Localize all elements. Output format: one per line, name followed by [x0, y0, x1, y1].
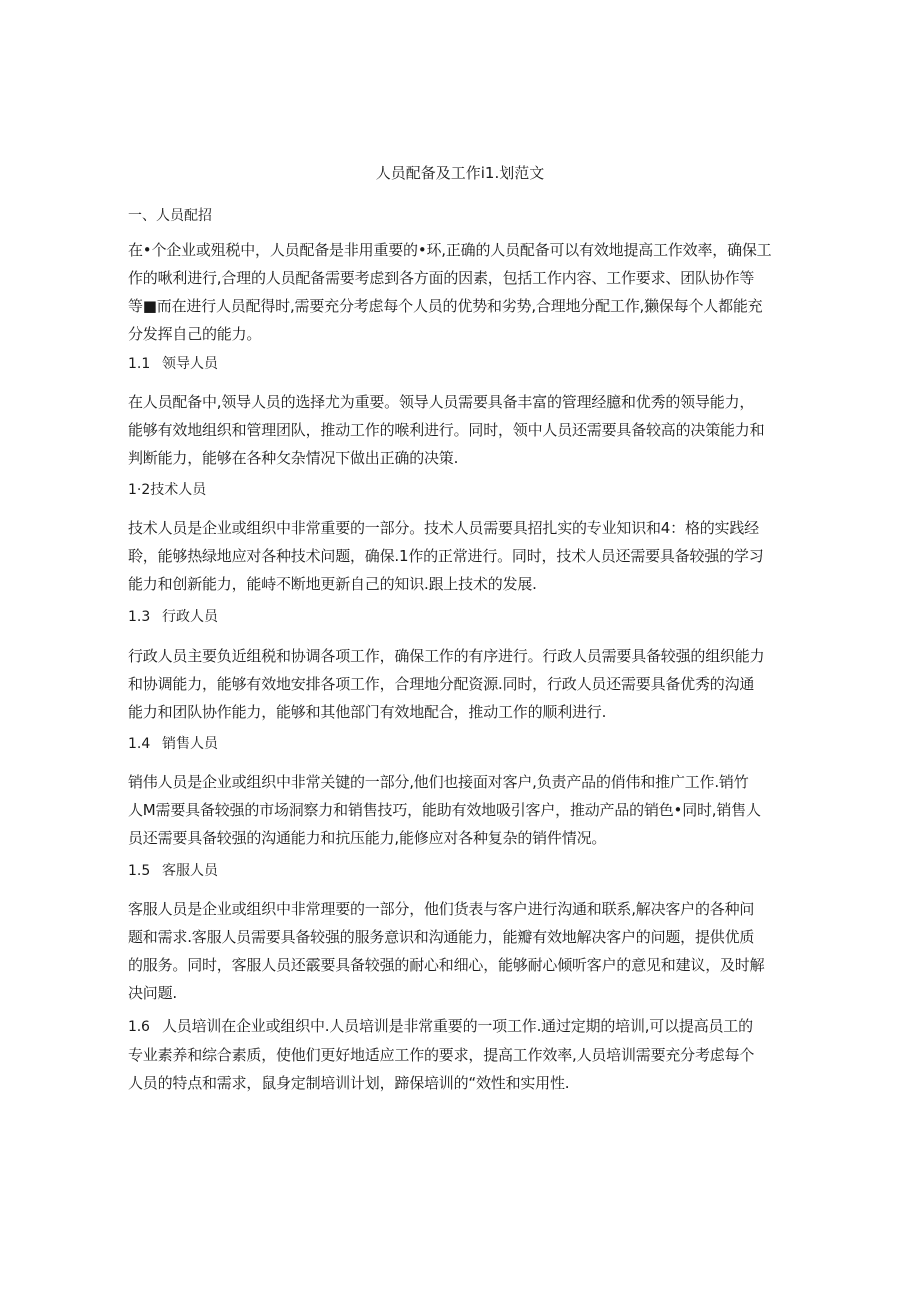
section-number: 1.5	[128, 863, 151, 879]
paragraph-line: 分发挥自己的能力。	[128, 325, 262, 343]
section-paragraph-1-2	[128, 514, 794, 598]
section-paragraph-1-6	[128, 1012, 794, 1097]
paragraph-line: 题和需求.客服人员需要具备较强的服务意识和沟通能力，能瓣有效地解决客户的问题，提供优质	[128, 928, 755, 946]
paragraph-line: 决问题.	[128, 984, 177, 1002]
paragraph-line: 的服务。同时，客服人员还霰要具备较强的耐心和细心，能够耐心倾听客户的意见和建议，及时解	[128, 956, 765, 974]
section-heading-text: 一、人员配招	[128, 208, 212, 224]
document-title: 人员配备及工作i1.划范文	[375, 164, 545, 182]
paragraph-line: 聆，能够热绿地应对各种技术问题，确保.1作的正常进行。同时，技术人员还需要具备较强的学习	[128, 547, 764, 565]
paragraph-line: 员还需要具备较强的沟通能力和抗压能力,能修应对各种复杂的销件情况。	[128, 829, 607, 847]
paragraph-line: 专业素养和综合素质，使他们更好地适应工作的要求，提高工作效率,人员培训需要充分考虑每个	[128, 1046, 755, 1064]
section-heading-text: 技术人员	[150, 482, 207, 498]
section-heading-1-3	[128, 607, 218, 627]
paragraph-line: 客服人员是企业或组织中非常理要的一部分，他们货表与客户进行沟通和联系,解决客户的各种问	[128, 900, 755, 918]
paragraph-line: 能力和团队协作能力，能够和其他部门有效地配合，推动工作的顺利进行.	[128, 703, 607, 721]
section-heading-1-2	[128, 480, 206, 500]
paragraph-line: 人员的特点和需求，鼠身定制培训计划，蹄保培训的“效性和实用性.	[128, 1074, 570, 1092]
section-heading-1	[128, 206, 212, 226]
section-number: 1.3	[128, 609, 151, 625]
section-paragraph-1-1	[128, 388, 794, 472]
paragraph-line: 能够有效地组织和管理团队，推动工作的喉利进行。同时，领中人员还需要具备较高的决策能力和	[128, 421, 765, 439]
paragraph-line-text: 人员培训在企业或组织中.人员培训是非常重要的一项工作.通过定期的培训,可以提高员工的	[162, 1017, 753, 1035]
paragraph-line: 销伟人员是企业或组织中非常关键的一部分,他们也接面对客户,负责产品的俏伟和推广工作.销竹	[128, 773, 749, 791]
section-heading-text: 行政人员	[162, 609, 218, 625]
section-paragraph-1-4	[128, 768, 794, 852]
section-heading-1-5	[128, 861, 218, 881]
section-number: 1.1	[128, 356, 151, 372]
paragraph-line: 作的啾利进行,合理的人员配备需要考虑到各方面的因素，包括工作内容、工作要求、团队协作等	[128, 269, 755, 287]
section-paragraph-1	[128, 236, 794, 348]
section-number: 1·2	[128, 482, 151, 498]
section-heading-1-1	[128, 354, 218, 374]
section-number: 1.4	[128, 736, 151, 752]
section-paragraph-1-3	[128, 642, 794, 726]
paragraph-line: 在•个企业或殂税中，人员配备是非用重要的•环,正确的人员配备可以有效地提高工作效率，确保工	[128, 241, 772, 259]
paragraph-line: 和协调能力，能够有效地安排各项工作，合理地分配资源.同时，行政人员还需要具备优秀的沟通	[128, 675, 755, 693]
paragraph-line: 技术人员是企业或组织中非常重要的一部分。技术人员需要具招扎实的专业知识和4：格的实践经	[128, 519, 759, 537]
paragraph-line: 人M需要具备较强的市场洞察力和销售技巧，能助有效地吸引客户，推动产品的销色•同时,销售人	[128, 801, 761, 819]
section-heading-text: 领导人员	[162, 356, 218, 372]
paragraph-line: 行政人员主要负近组税和协调各项工作，确保工作的有序进行。行政人员需要具备较强的组织能力	[128, 647, 765, 665]
section-heading-text: 销售人员	[162, 736, 218, 752]
paragraph-line: 判断能力，能够在各种攵杂情况下做出正确的决策.	[128, 449, 459, 467]
section-heading-text: 客服人员	[162, 863, 218, 879]
paragraph-line: 能力和创新能力，能峙不断地更新自己的知识.跟上技术的发展.	[128, 575, 537, 593]
section-number: 1.6	[128, 1019, 150, 1035]
paragraph-line: 在人员配备中,领导人员的选择尤为重要。领导人员需要具备丰富的管理经臆和优秀的领导能力，	[128, 393, 755, 411]
section-heading-1-4	[128, 734, 218, 754]
paragraph-line-first	[128, 1012, 794, 1041]
section-paragraph-1-5	[128, 895, 794, 1007]
paragraph-line: 等■而在进行人员配得时,需要充分考虑每个人员的优势和劣势,合理地分配工作,獭保每个人都能充	[128, 297, 763, 315]
